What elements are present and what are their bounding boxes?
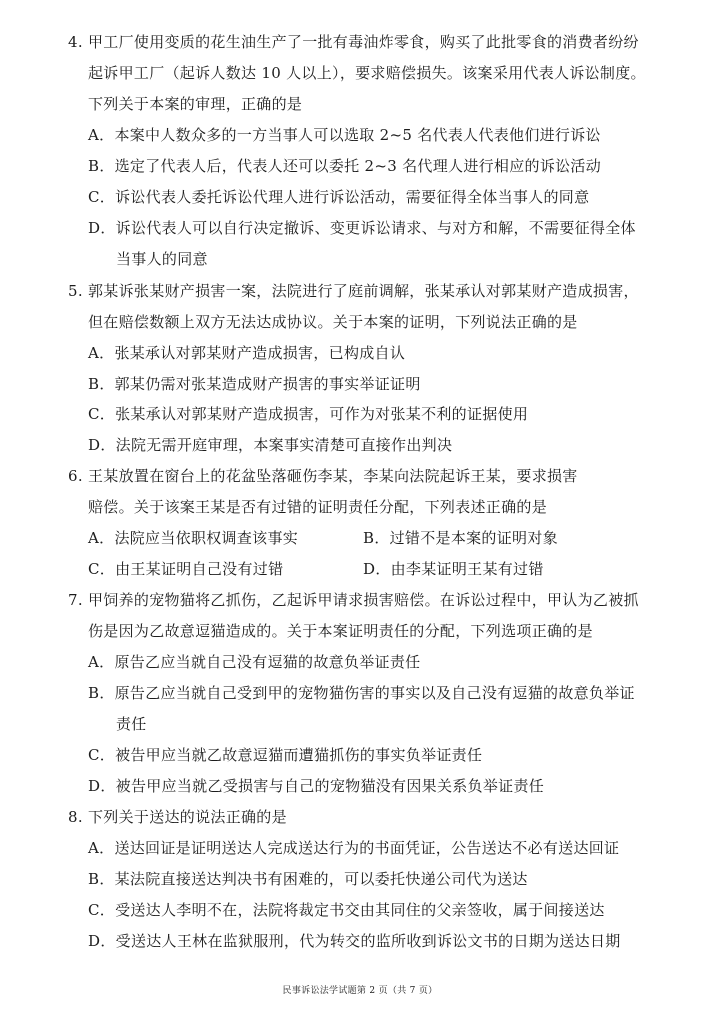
question-4-stem-line-2: 起诉甲工厂（起诉人数达 10 人以上），要求赔偿损失。该案采用代表人诉讼制度。 [88,64,646,82]
question-number: 6. [68,467,83,485]
question-8-option-a: A．送达回证是证明送达人完成送达行为的书面凭证，公告送达不必有送达回证 [88,839,620,857]
question-4-option-d: D．诉讼代表人可以自行决定撤诉、变更诉讼请求、与对方和解，不需要征得全体 [88,219,636,237]
question-4-option-d-cont: 当事人的同意 [116,250,208,268]
question-number: 4. [68,33,83,51]
question-7-option-d: D．被告甲应当就乙受损害与自己的宠物猫没有因果关系负举证责任 [88,777,545,795]
question-7-stem-line-1: 7. 甲饲养的宠物猫将乙抓伤，乙起诉甲请求损害赔偿。在诉讼过程中，甲认为乙被抓 [68,591,639,609]
page-footer: 民事诉讼法学试题第 2 页（共 7 页） [282,986,438,996]
question-5-stem-line-1: 5. 郭某诉张某财产损害一案，法院进行了庭前调解，张某承认对郭某财产造成损害， [68,282,639,300]
question-4-option-c: C．诉讼代表人委托诉讼代理人进行诉讼活动，需要征得全体当事人的同意 [88,188,590,206]
question-6-stem-line-2: 赔偿。关于该案王某是否有过错的证明责任分配，下列表述正确的是 [88,498,548,516]
question-7-option-a: A．原告乙应当就自己没有逗猫的故意负举证责任 [88,653,421,671]
question-8-option-b: B．某法院直接送达判决书有困难的，可以委托快递公司代为送达 [88,870,528,888]
question-5-option-d: D．法院无需开庭审理，本案事实清楚可直接作出判决 [88,436,453,454]
question-7-option-c: C．被告甲应当就乙故意逗猫而遭猫抓伤的事实负举证责任 [88,746,483,764]
question-7-stem-line-2: 伤是因为乙故意逗猫造成的。关于本案证明责任的分配，下列选项正确的是 [88,622,593,640]
question-6-option-c: C．由王某证明自己没有过错 [88,560,284,578]
question-6-option-d: D．由李某证明王某有过错 [363,560,544,578]
question-6-option-b: B．过错不是本案的证明对象 [363,529,558,547]
question-5-option-a: A．张某承认对郭某财产造成损害，已构成自认 [88,344,406,362]
question-number: 7. [68,591,83,609]
question-4-option-b: B．选定了代表人后，代表人还可以委托 2~3 名代理人进行相应的诉讼活动 [88,157,602,175]
question-4-stem-line-1: 4. 甲工厂使用变质的花生油生产了一批有毒油炸零食，购买了此批零食的消费者纷纷 [68,33,639,51]
question-number: 8. [68,808,83,826]
question-4-option-a: A．本案中人数众多的一方当事人可以选取 2~5 名代表人代表他们进行诉讼 [88,126,601,144]
question-6-option-a: A．法院应当依职权调查该事实 [88,529,299,547]
question-8-option-d: D．受送达人王林在监狱服刑，代为转交的监所收到诉讼文书的日期为送达日期 [88,932,621,950]
question-4-stem-line-3: 下列关于本案的审理，正确的是 [88,95,303,113]
question-7-option-b-cont: 责任 [116,715,147,733]
question-7-option-b: B．原告乙应当就自己受到甲的宠物猫伤害的事实以及自己没有逗猫的故意负举证 [88,684,635,702]
question-number: 5. [68,282,83,300]
question-8-option-c: C．受送达人李明不在，法院将裁定书交由其同住的父亲签收，属于间接送达 [88,901,605,919]
question-5-option-c: C．张某承认对郭某财产造成损害，可作为对张某不利的证据使用 [88,405,529,423]
question-5-stem-line-2: 但在赔偿数额上双方无法达成协议。关于本案的证明，下列说法正确的是 [88,313,578,331]
question-6-stem-line-1: 6. 王某放置在窗台上的花盆坠落砸伤李某，李某向法院起诉王某，要求损害 [68,467,578,485]
question-8-stem-line-1: 8. 下列关于送达的说法正确的是 [68,808,287,826]
question-5-option-b: B．郭某仍需对张某造成财产损害的事实举证证明 [88,375,421,393]
